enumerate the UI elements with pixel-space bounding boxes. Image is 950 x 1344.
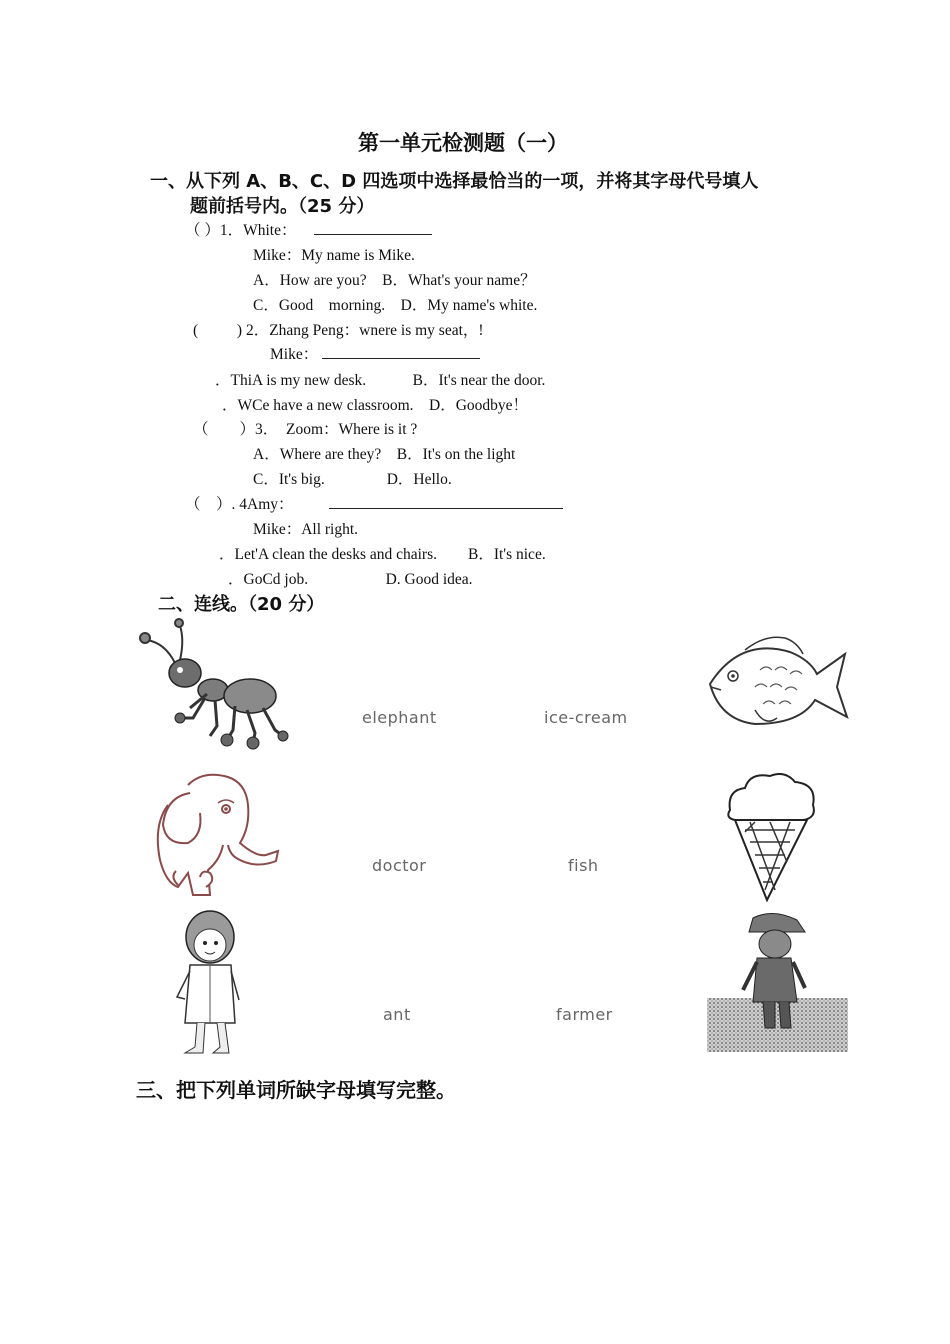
q4-stem — [185, 492, 563, 514]
q1-options-cd: C．Good morning. D．My name's white. — [253, 297, 538, 314]
q1-reply: Mike：My name is Mike. — [253, 247, 415, 264]
q2-reply — [270, 342, 480, 364]
match-word-ant[interactable]: ant — [383, 1005, 411, 1024]
q1-stem — [185, 218, 432, 240]
match-word-elephant[interactable]: elephant — [362, 708, 437, 727]
q2-stem: ( ) 2．Zhang Peng：wnere is my seat，! — [193, 322, 484, 339]
elephant-picture[interactable] — [148, 765, 283, 903]
match-word-fish[interactable]: fish — [568, 856, 599, 875]
farmer-picture[interactable] — [705, 910, 850, 1055]
q4-reply: Mike：All right. — [253, 521, 359, 538]
q3-options-ab: A．Where are they? B．It's on the light — [253, 446, 516, 463]
q1-prompt: （ ）1．White： — [185, 222, 297, 239]
q1-options-ab: A．How are you? B．What's your name？ — [253, 272, 536, 289]
q2-options-ab: ．ThiA is my new desk. B．It's near the door. — [215, 372, 546, 389]
page-title: 第一单元检测题（一） — [358, 131, 568, 155]
q1-answer-blank[interactable] — [314, 220, 432, 235]
section3-heading: 三、把下列单词所缺字母填写完整。 — [136, 1078, 456, 1102]
q2-options-cd: ．WCe have a new classroom. D．Goodbye！ — [222, 397, 529, 414]
q4-options-ab: ．Let'A clean the desks and chairs. B．It's nice. — [219, 546, 546, 563]
q2-answer-blank[interactable] — [322, 344, 480, 359]
section1-heading: 一、从下列 A、B、C、D 四选项中选择最恰当的一项，并将其字母代号填人 — [150, 171, 759, 192]
q4-prompt: （ ）. 4Amy： — [185, 496, 294, 513]
q3-stem: （ ）3． Zoom：Where is it ? — [193, 421, 418, 438]
match-word-farmer[interactable]: farmer — [556, 1005, 613, 1024]
match-word-ice-cream[interactable]: ice-cream — [544, 708, 628, 727]
match-word-doctor[interactable]: doctor — [372, 856, 427, 875]
section1-heading-cont: 题前括号内。（25 分） — [190, 196, 375, 217]
ice-cream-picture[interactable] — [725, 770, 820, 905]
q2-reply-label: Mike： — [270, 346, 319, 363]
q4-answer-blank[interactable] — [329, 494, 563, 509]
q4-options-cd: ．GoCd job. D. Good idea. — [228, 571, 473, 588]
ant-picture[interactable] — [135, 618, 290, 753]
section2-heading: 二、连线。（20 分） — [158, 594, 325, 615]
doctor-picture[interactable] — [165, 905, 255, 1060]
fish-picture[interactable] — [705, 632, 850, 732]
q3-options-cd: C．It's big. D．Hello. — [253, 471, 452, 488]
